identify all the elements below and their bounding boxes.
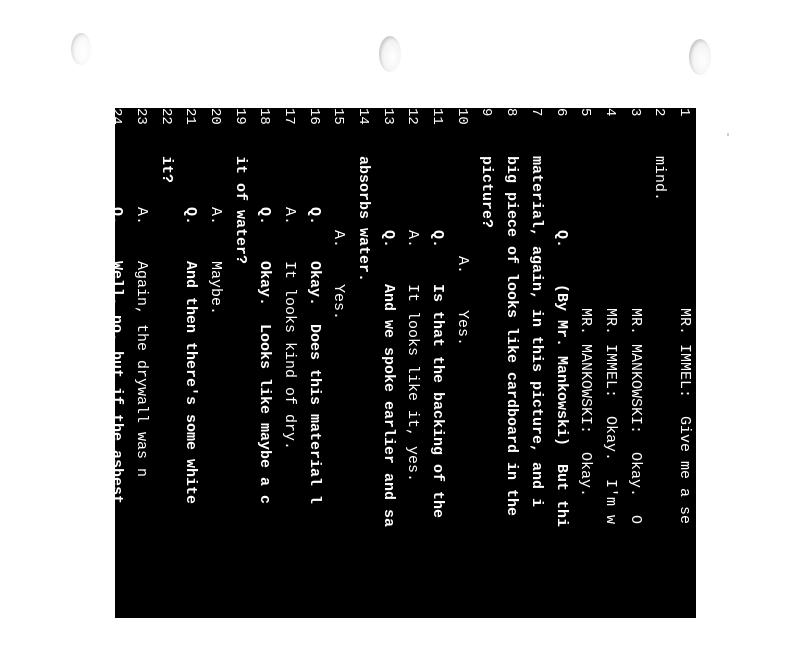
transcript-line <box>350 108 375 648</box>
line-number: 9 <box>478 108 495 117</box>
transcript-line <box>153 108 178 648</box>
line-number: 22 <box>157 108 174 125</box>
line-text: A. It looks kind of dry. <box>281 207 298 451</box>
line-text: Q. And we spoke earlier and sa <box>379 230 397 528</box>
transcript-line <box>375 108 400 648</box>
line-number: 23 <box>132 108 149 125</box>
transcript-line <box>573 108 598 648</box>
line-number: 2 <box>651 108 668 117</box>
line-text: MR. IMMEL: Okay. I'm w <box>601 308 619 525</box>
line-number: 20 <box>206 108 223 125</box>
transcript-line <box>499 108 524 648</box>
transcript-line <box>597 108 622 648</box>
transcript-line <box>252 108 277 648</box>
line-text: MR. MANKOWSKI: Okay. O <box>626 308 644 525</box>
line-text: A. Maybe. <box>206 207 224 316</box>
transcript-line <box>622 108 647 648</box>
line-number: 10 <box>453 108 470 125</box>
transcript-line <box>128 108 153 648</box>
line-number: 12 <box>404 108 421 125</box>
line-text: it? <box>157 156 175 184</box>
line-number: 5 <box>577 108 594 117</box>
transcript-line <box>178 108 203 648</box>
line-text: MR. IMMEL: Give me a se <box>676 308 693 525</box>
transcript-line <box>449 108 474 648</box>
line-text: picture? <box>478 156 496 229</box>
line-text: material, again, in this picture, and i <box>527 156 545 508</box>
line-text: A. It looks like it, yes. <box>404 230 422 483</box>
line-text: Q. Okay. Does this material l <box>305 207 323 505</box>
transcript-line <box>301 108 326 648</box>
transcript-line <box>424 108 449 648</box>
scan-speck <box>727 133 729 136</box>
transcript-line <box>400 108 425 648</box>
line-number: 24 <box>108 108 125 125</box>
line-text: absorbs water. <box>355 156 373 283</box>
line-text: Q. Okay. Looks like maybe a c <box>256 207 274 505</box>
line-text: Q. And then there's some white <box>182 207 200 505</box>
transcript-line <box>227 108 252 648</box>
line-text: it of water? <box>231 156 249 265</box>
line-text: Q. Well, no, but if the asbest <box>108 207 126 505</box>
line-number: 8 <box>503 108 520 117</box>
transcript-line <box>548 108 573 648</box>
punch-hole-left <box>71 33 91 65</box>
line-text: A. Yes. <box>330 230 348 321</box>
line-number: 17 <box>281 108 297 125</box>
line-text: mind. <box>651 156 669 202</box>
line-number: 18 <box>256 108 273 125</box>
transcript-line <box>202 108 227 648</box>
transcript-line <box>671 108 696 648</box>
line-text: A. Again, the drywall was n <box>132 207 150 478</box>
line-number: 11 <box>429 108 446 125</box>
line-number: 21 <box>182 108 199 125</box>
line-number: 6 <box>552 108 569 117</box>
punch-hole-center <box>379 36 401 72</box>
line-text: Q. (By Mr. Mankowski) But thi <box>552 230 570 528</box>
transcript-line <box>326 108 351 648</box>
line-number: 16 <box>305 108 322 125</box>
line-number: 7 <box>527 108 544 117</box>
line-text: big piece of looks like cardboard in the <box>503 156 521 517</box>
line-text: A. Yes. <box>453 256 471 347</box>
line-number: 4 <box>601 108 618 117</box>
line-number: 13 <box>379 108 396 125</box>
line-number: 1 <box>676 108 692 117</box>
punch-hole-right <box>689 39 711 75</box>
transcript-line <box>474 108 499 648</box>
line-number: 3 <box>626 108 643 117</box>
line-number: 19 <box>231 108 248 125</box>
line-number: 14 <box>355 108 372 125</box>
transcript-line <box>647 108 672 648</box>
line-text: Q. Is that the backing of the <box>429 230 447 519</box>
transcript-lines <box>108 108 696 648</box>
transcript-panel <box>108 108 696 618</box>
line-number: 15 <box>330 108 347 125</box>
transcript-line <box>523 108 548 648</box>
line-text: MR. MANKOWSKI: Okay. <box>577 308 595 498</box>
transcript-line <box>276 108 301 648</box>
transcript-line <box>104 108 129 648</box>
